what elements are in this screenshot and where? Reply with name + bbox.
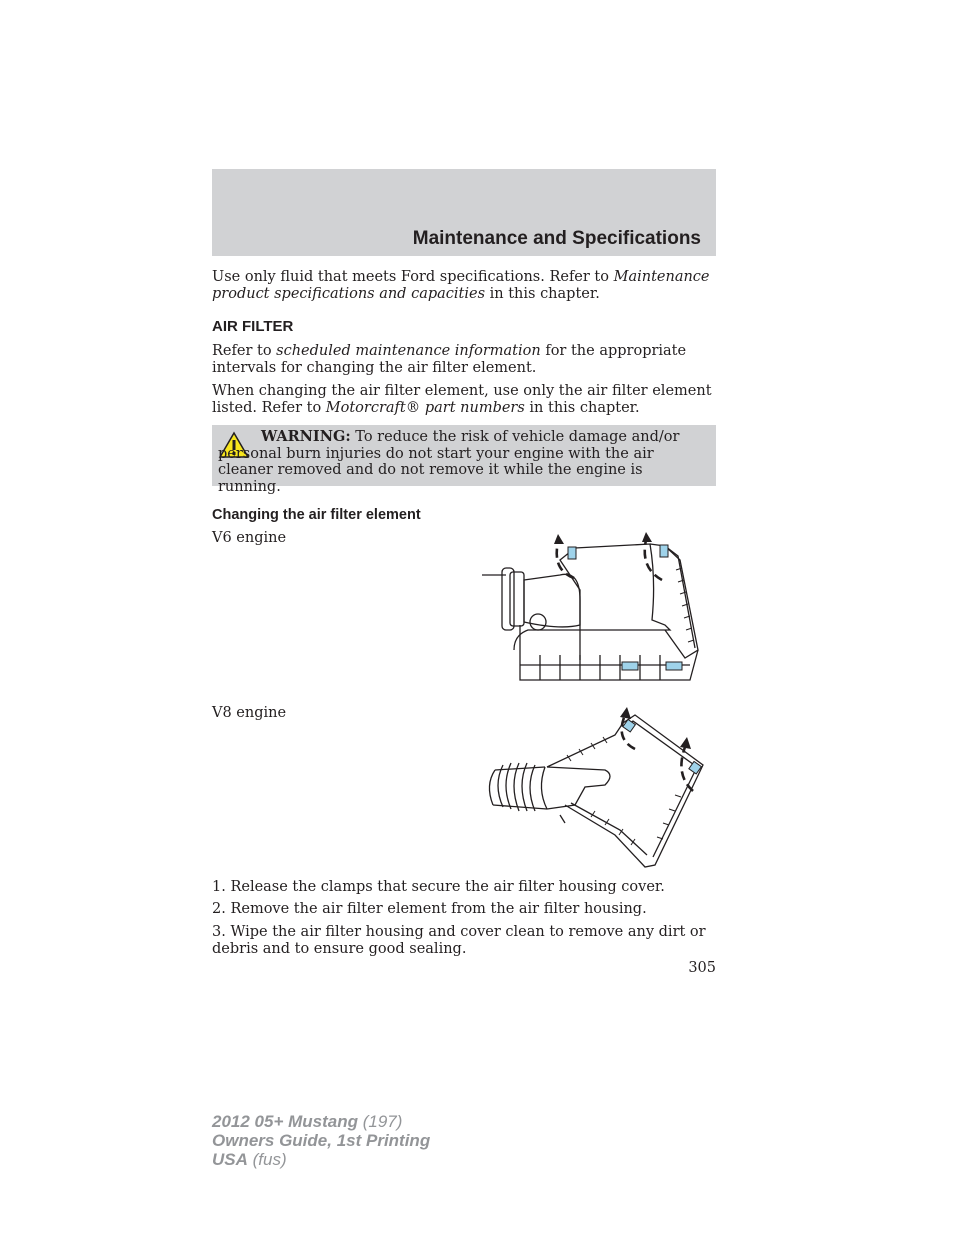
p1-reference: scheduled maintenance information: [276, 343, 541, 359]
p2-text-end: in this chapter.: [524, 399, 640, 416]
p2-reference: Motorcraft® part numbers: [325, 399, 525, 416]
document-footer: [212, 1112, 430, 1169]
page-number: 305: [688, 960, 716, 976]
v6-label: V6 engine: [212, 530, 287, 546]
p1-text: Refer to: [212, 343, 277, 359]
air-filter-paragraph-2: [212, 383, 716, 416]
footer-market-code: (fus): [247, 1150, 287, 1169]
warning-body: To reduce the risk of vehicle damage and/or personal burn injuries do not start your engine with the air cleaner removed and do not remove it while the engine is running.: [218, 429, 680, 495]
footer-model-code: (197): [358, 1112, 403, 1131]
v8-airbox-illustration: [475, 705, 720, 875]
air-filter-heading: AIR FILTER: [212, 318, 294, 335]
intro-text-end: in this chapter.: [485, 285, 600, 302]
section-header-band: [212, 169, 716, 256]
changing-heading: Changing the air filter element: [212, 507, 421, 523]
v8-label: V8 engine: [212, 705, 287, 721]
footer-line-2: [212, 1131, 430, 1150]
footer-guide: Owners Guide, 1st Printing: [212, 1131, 431, 1150]
step-2: 2. Remove the air filter element from the air filter housing.: [212, 901, 647, 917]
warning-box: [212, 425, 716, 495]
warning-label: WARNING:: [261, 428, 351, 445]
step-1: 1. Release the clamps that secure the air filter housing cover.: [212, 879, 665, 895]
step-3: 3. Wipe the air filter housing and cover clean to remove any dirt or debris and to ensure good sealing.: [212, 924, 706, 957]
p2-text: When changing the air filter element, use only the air filter element listed. Refer to: [212, 383, 712, 416]
intro-reference: Maintenance product specifications and capacities: [212, 269, 710, 302]
warning-text: [218, 429, 688, 495]
p1-text-end: for the appropriate intervals for changing the air filter element.: [212, 343, 687, 376]
footer-line-3: [212, 1150, 430, 1169]
intro-text: Use only fluid that meets Ford specifications. Refer to: [212, 269, 614, 285]
section-title: Maintenance and Specifications: [412, 228, 701, 249]
footer-line-1: [212, 1112, 430, 1131]
v6-airbox-illustration: [480, 530, 720, 695]
footer-market: USA: [212, 1150, 248, 1169]
intro-paragraph: [212, 269, 716, 302]
footer-model: 2012 05+ Mustang: [212, 1112, 358, 1131]
air-filter-paragraph-1: [212, 343, 716, 376]
